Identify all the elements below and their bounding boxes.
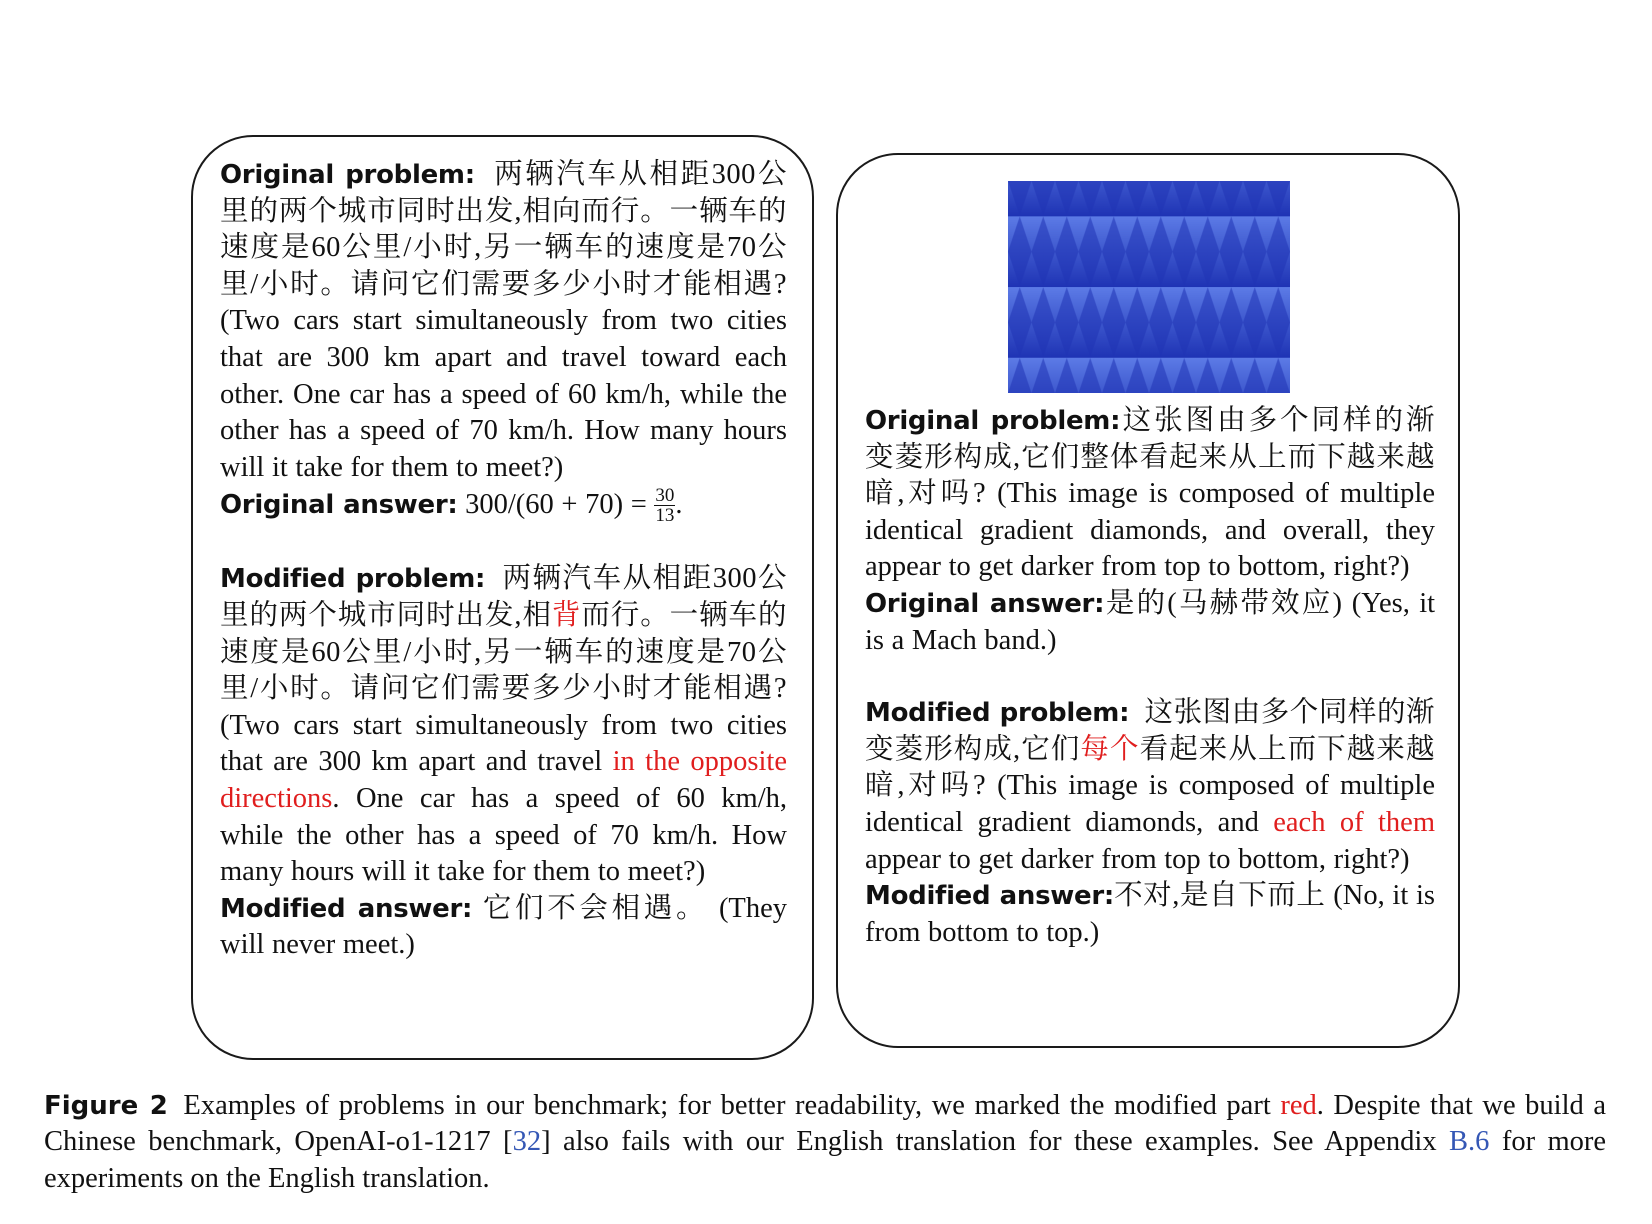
- mod-answer-label: Modified answer:: [220, 893, 473, 924]
- orig-answer-label: Original answer:: [220, 490, 458, 521]
- gradient-diamond-image: [1008, 181, 1290, 393]
- orig-answer-label: Original answer:: [865, 588, 1105, 619]
- mod-problem-english-a: (Two cars start simultaneously from two cities that are 300 km apart and travel: [220, 709, 787, 778]
- caption-text-a: Examples of problems in our benchmark; for better readability, we marked the modified part: [183, 1090, 1271, 1121]
- orig-problem-english: (This image is composed of multiple identical gradient diamonds, and overall, they appear to get darker from top to bottom, right?): [865, 478, 1435, 583]
- orig-answer-period: .: [675, 489, 683, 521]
- mod-problem-chinese-a: 两辆汽车从相距300公里的两个城市同时出发,相: [220, 563, 787, 631]
- caption-text-c: ] also fails with our English translation for these examples. See Appendix: [541, 1126, 1437, 1158]
- caption-red-word: red: [1280, 1090, 1317, 1121]
- mod-answer-chinese: 它们不会相遇。: [482, 892, 709, 924]
- orig-problem-label: Original problem:: [865, 406, 1121, 436]
- mod-problem-label: Modified problem:: [865, 698, 1130, 729]
- left-example-text: [220, 157, 787, 964]
- orig-problem-chinese: 两辆汽车从相距300公里的两个城市同时出发,相向而行。一辆车的速度是60公里/小时,另一辆车的速度是70公里/小时。请问它们需要多少小时才能相遇?: [220, 159, 787, 300]
- mod-problem-english-red: each of them: [1273, 806, 1435, 838]
- mod-problem-chinese-b: 而行。一辆车的速度是60公里/小时,另一辆车的速度是70公里/小时。请问它们需要多少小时才能相遇?: [220, 599, 787, 705]
- mod-answer-english: (They will never meet.): [220, 892, 787, 961]
- mod-problem-label: Modified problem:: [220, 564, 486, 595]
- fraction-numerator: 30: [655, 485, 675, 507]
- answer-fraction: [654, 486, 675, 525]
- mod-problem-english-b: . One car has a speed of 60 km/h, while the other has a speed of 70 km/h. How many hours will it take for them to meet?): [220, 782, 787, 888]
- figure-caption: [44, 1088, 1606, 1197]
- left-example-card: [191, 135, 814, 1060]
- mod-problem-chinese-b: 看起来从上而下越来越暗,对吗?: [865, 733, 1435, 802]
- orig-answer-english: (Yes, it is a Mach band.): [865, 587, 1436, 656]
- caption-text-b: . Despite that we build a Chinese benchmark, OpenAI-o1-1217 [: [44, 1090, 1606, 1158]
- right-example-card: [836, 153, 1460, 1048]
- figure-label: Figure 2: [44, 1091, 168, 1121]
- mod-problem-chinese-red: 每个: [1080, 733, 1140, 765]
- orig-problem-label: Original problem:: [220, 160, 475, 190]
- orig-problem-chinese: 这张图由多个同样的渐变菱形构成,它们整体看起来从上而下越来越暗,对吗?: [865, 405, 1435, 510]
- mod-problem-english-a: (This image is composed of multiple identical gradient diamonds, and: [865, 770, 1435, 838]
- right-example-text: [865, 403, 1435, 951]
- mod-answer-english: (No, it is from bottom to top.): [865, 880, 1435, 948]
- fraction-denominator: 13: [655, 505, 675, 527]
- orig-answer-expression: 300/(60 + 70) =: [465, 489, 647, 521]
- mod-answer-label: Modified answer:: [865, 881, 1114, 912]
- caption-text-d: for more experiments on the English translation.: [44, 1126, 1607, 1194]
- orig-problem-english: (Two cars start simultaneously from two cities that are 300 km apart and travel toward each other. One car has a speed of 60 km/h, while the other has a speed of 70 km/h. How many hours will it take for them to meet?): [220, 305, 787, 483]
- reference-link[interactable]: 32: [512, 1126, 542, 1158]
- orig-answer-chinese: 是的(马赫带效应): [1104, 587, 1343, 619]
- mod-problem-chinese-red: 背: [551, 599, 582, 631]
- mod-problem-english-b: appear to get darker from top to bottom, right?): [865, 843, 1410, 875]
- mod-answer-chinese: 不对,是自下而上: [1113, 880, 1326, 912]
- mod-problem-chinese-a: 这张图由多个同样的渐变菱形构成,它们: [865, 697, 1436, 765]
- mod-problem-english-red: in the opposite directions: [220, 746, 787, 814]
- appendix-link[interactable]: B.6: [1449, 1126, 1490, 1158]
